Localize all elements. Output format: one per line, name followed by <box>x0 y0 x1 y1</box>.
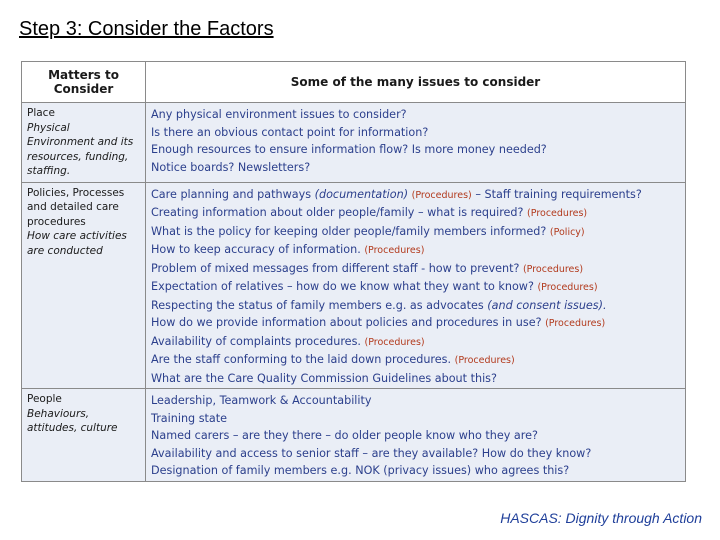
issue-line: Are the staff conforming to the laid down procedures. (Procedures) <box>151 353 515 366</box>
issue-note: (documentation) <box>314 187 409 201</box>
issue-line: Is there an obvious contact point for information? <box>151 125 429 139</box>
issue-line: Expectation of relatives – how do we know what they want to know? (Procedures) <box>151 280 598 293</box>
issue-line: Availability of complaints procedures. (Procedures) <box>151 334 425 348</box>
issue-line: Named carers – are they there – do older people know who they are? <box>151 429 538 442</box>
row-label-cell <box>22 103 146 183</box>
issue-note: (and consent issues). <box>487 298 607 312</box>
header-issues: Some of the many issues to consider <box>146 62 686 103</box>
row-label: People <box>27 393 62 405</box>
issue-line: Any physical environment issues to consider? <box>151 108 407 121</box>
procedure-tag: (Procedures) <box>364 245 425 256</box>
row-label: Policies, Processes and detailed care procedures <box>27 186 125 228</box>
row-issues-cell <box>146 103 686 183</box>
table-row <box>22 103 686 183</box>
issue-line: Availability and access to senior staff – are they available? How do they know? <box>151 446 592 460</box>
row-sublabel: Behaviours, attitudes, culture <box>27 407 118 434</box>
row-label-cell <box>22 389 146 482</box>
procedure-tag: (Procedures) <box>527 208 588 219</box>
procedure-tag: (Procedures) <box>454 355 515 366</box>
issue-line: What are the Care Quality Commission Guidelines about this? <box>151 371 497 385</box>
row-sublabel: How care activities are conducted <box>27 230 127 257</box>
row-issues-cell <box>146 182 686 389</box>
issue-line: Enough resources to ensure information flow? Is more money needed? <box>151 143 547 156</box>
issue-line: Notice boards? Newsletters? <box>151 160 311 174</box>
procedure-tag: (Procedures) <box>411 189 472 201</box>
row-label: Place <box>27 107 55 119</box>
table-header-row <box>22 62 686 103</box>
issue-line: Designation of family members e.g. NOK (privacy issues) who agrees this? <box>151 464 570 477</box>
procedure-tag: (Procedures) <box>364 336 425 348</box>
row-label-cell <box>22 182 146 389</box>
issue-line: Creating information about older people/family – what is required? (Procedures) <box>151 206 588 219</box>
page-title: Step 3: Consider the Factors <box>19 18 274 40</box>
issue-line: Training state <box>151 411 228 425</box>
policy-tag: (Policy) <box>549 226 585 238</box>
issue-line: How to keep accuracy of information. (Procedures) <box>151 243 425 256</box>
issue-line: Respecting the status of family members e.g. as advocates (and consent issues). <box>151 298 607 312</box>
issue-line: Problem of mixed messages from different staff - how to prevent? (Procedures) <box>151 261 584 275</box>
issue-line: How do we provide information about policies and procedures in use? (Procedures) <box>151 316 606 329</box>
procedure-tag: (Procedures) <box>545 318 606 329</box>
issue-line: Care planning and pathways (documentation) (Procedures) – Staff training requirements? <box>151 187 642 201</box>
row-issues-cell <box>146 389 686 482</box>
row-sublabel: Physical Environment and its resources, funding, staffing. <box>27 121 134 177</box>
procedure-tag: (Procedures) <box>537 282 598 293</box>
header-matters: Matters to Consider <box>22 62 146 103</box>
table-row <box>22 389 686 482</box>
footer-tagline: HASCAS: Dignity through Action <box>500 510 702 526</box>
table-row <box>22 182 686 389</box>
factors-table <box>21 61 686 482</box>
procedure-tag: (Procedures) <box>522 263 584 275</box>
issue-line: Leadership, Teamwork & Accountability <box>151 394 372 407</box>
issue-line: What is the policy for keeping older people/family members informed? (Policy) <box>151 224 585 238</box>
